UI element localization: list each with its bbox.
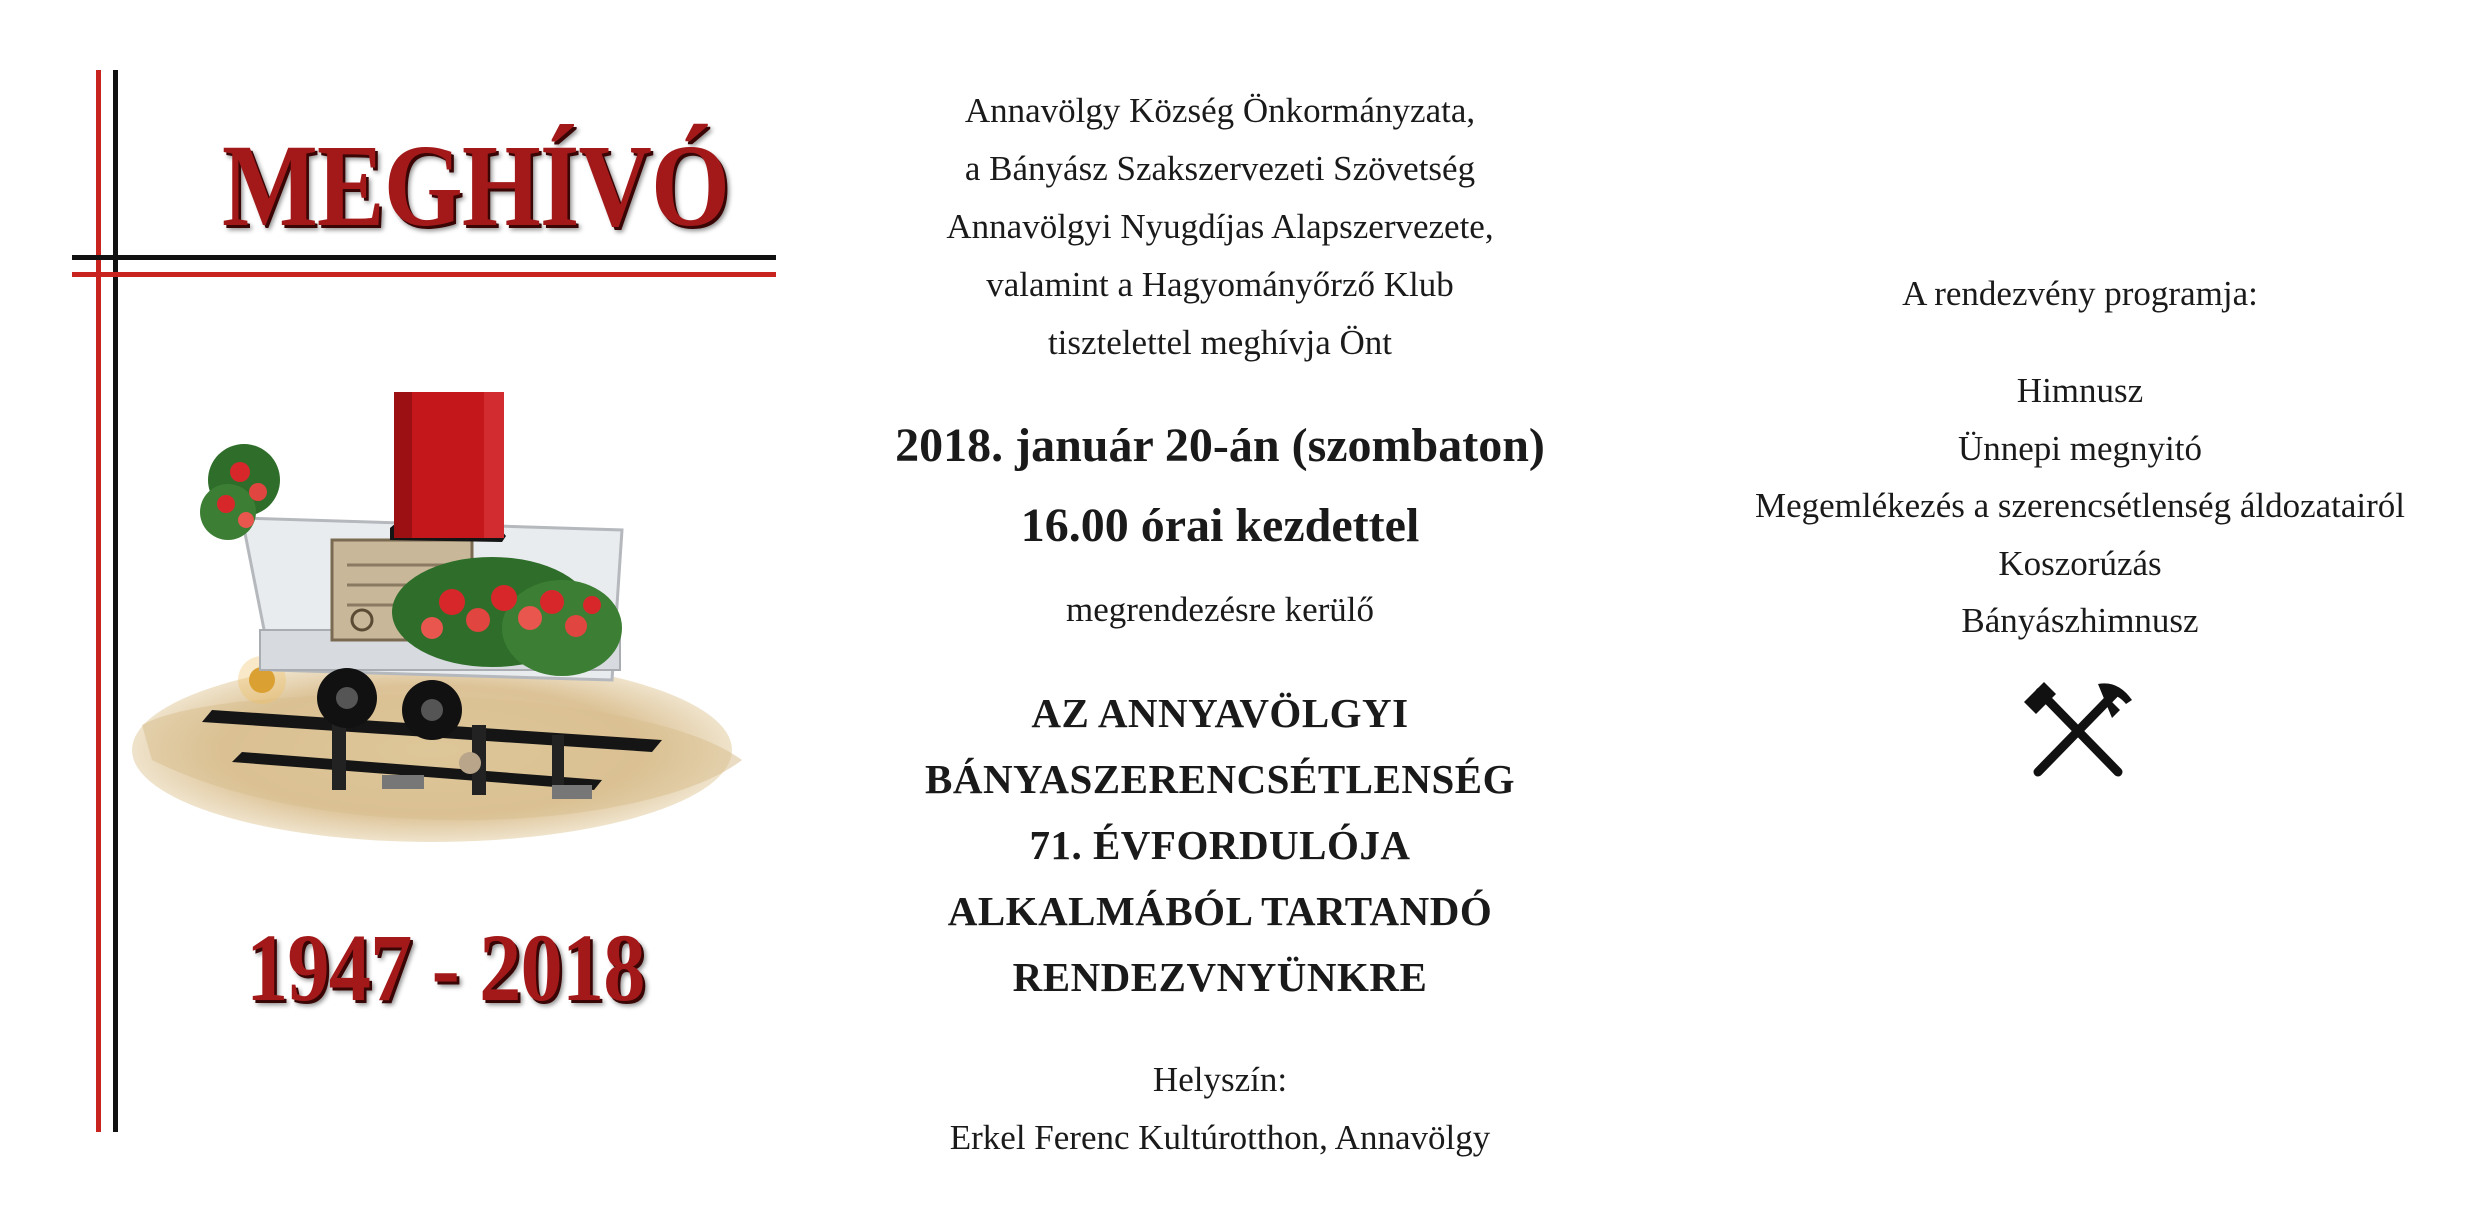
program-item: Himnusz bbox=[2016, 371, 2144, 410]
location-block bbox=[830, 1051, 1610, 1167]
invitation-title: MEGHÍVÓ bbox=[222, 120, 730, 251]
decorative-horizontal-black-line bbox=[72, 255, 776, 260]
event-name-line: BÁNYASZERENCSÉTLENSÉG bbox=[924, 756, 1516, 802]
event-date-block bbox=[830, 406, 1610, 566]
intro-line: Annavölgyi Nyugdíjas Alapszervezete, bbox=[946, 207, 1494, 246]
event-name-line: RENDEZVNYÜNKRE bbox=[1012, 954, 1428, 1000]
intro-line: a Bányász Szakszervezeti Szövetség bbox=[964, 149, 1476, 188]
program-item: Koszorúzás bbox=[1998, 543, 2162, 583]
program-title: A rendezvény programja: bbox=[1902, 274, 2258, 313]
subtitle-text: megrendezésre kerülő bbox=[1065, 590, 1375, 629]
program-list bbox=[1690, 362, 2470, 650]
event-date: 2018. január 20-án (szombaton) bbox=[895, 419, 1545, 472]
decorative-horizontal-red-line bbox=[72, 272, 776, 277]
mine-cart-memorial-image bbox=[132, 380, 752, 860]
event-name-line: 71. ÉVFORDULÓJA bbox=[1029, 822, 1411, 868]
location-label: Helyszín: bbox=[1152, 1060, 1288, 1099]
event-start-time: 16.00 órai kezdettel bbox=[1020, 499, 1420, 552]
decorative-vertical-red-line bbox=[96, 70, 101, 1132]
location-value: Erkel Ferenc Kultúrotthon, Annavölgy bbox=[949, 1118, 1491, 1157]
intro-line: valamint a Hagyományőrző Klub bbox=[986, 265, 1454, 304]
intro-line: Annavölgy Község Önkormányzata, bbox=[964, 91, 1476, 130]
invitation-intro bbox=[830, 82, 1610, 372]
intro-line: tisztelettel meghívja Önt bbox=[1047, 323, 1393, 362]
event-name-line: ALKALMÁBÓL TARTANDÓ bbox=[947, 888, 1493, 934]
decorative-vertical-black-line bbox=[113, 70, 118, 1132]
event-name-block bbox=[830, 680, 1610, 1010]
anniversary-years: 1947 - 2018 bbox=[246, 914, 645, 1021]
hammer-and-pick-icon bbox=[2022, 680, 2134, 780]
program-item: Ünnepi megnyitó bbox=[1958, 428, 2202, 468]
program-title-block bbox=[1690, 272, 2470, 316]
event-name-line: AZ ANNYAVÖLGYI bbox=[1031, 690, 1409, 736]
program-item: Megemlékezés a szerencsétlenség áldozatairól bbox=[1754, 486, 2406, 525]
event-subtitle bbox=[830, 588, 1610, 632]
program-item: Bányászhimnusz bbox=[1961, 601, 2199, 640]
